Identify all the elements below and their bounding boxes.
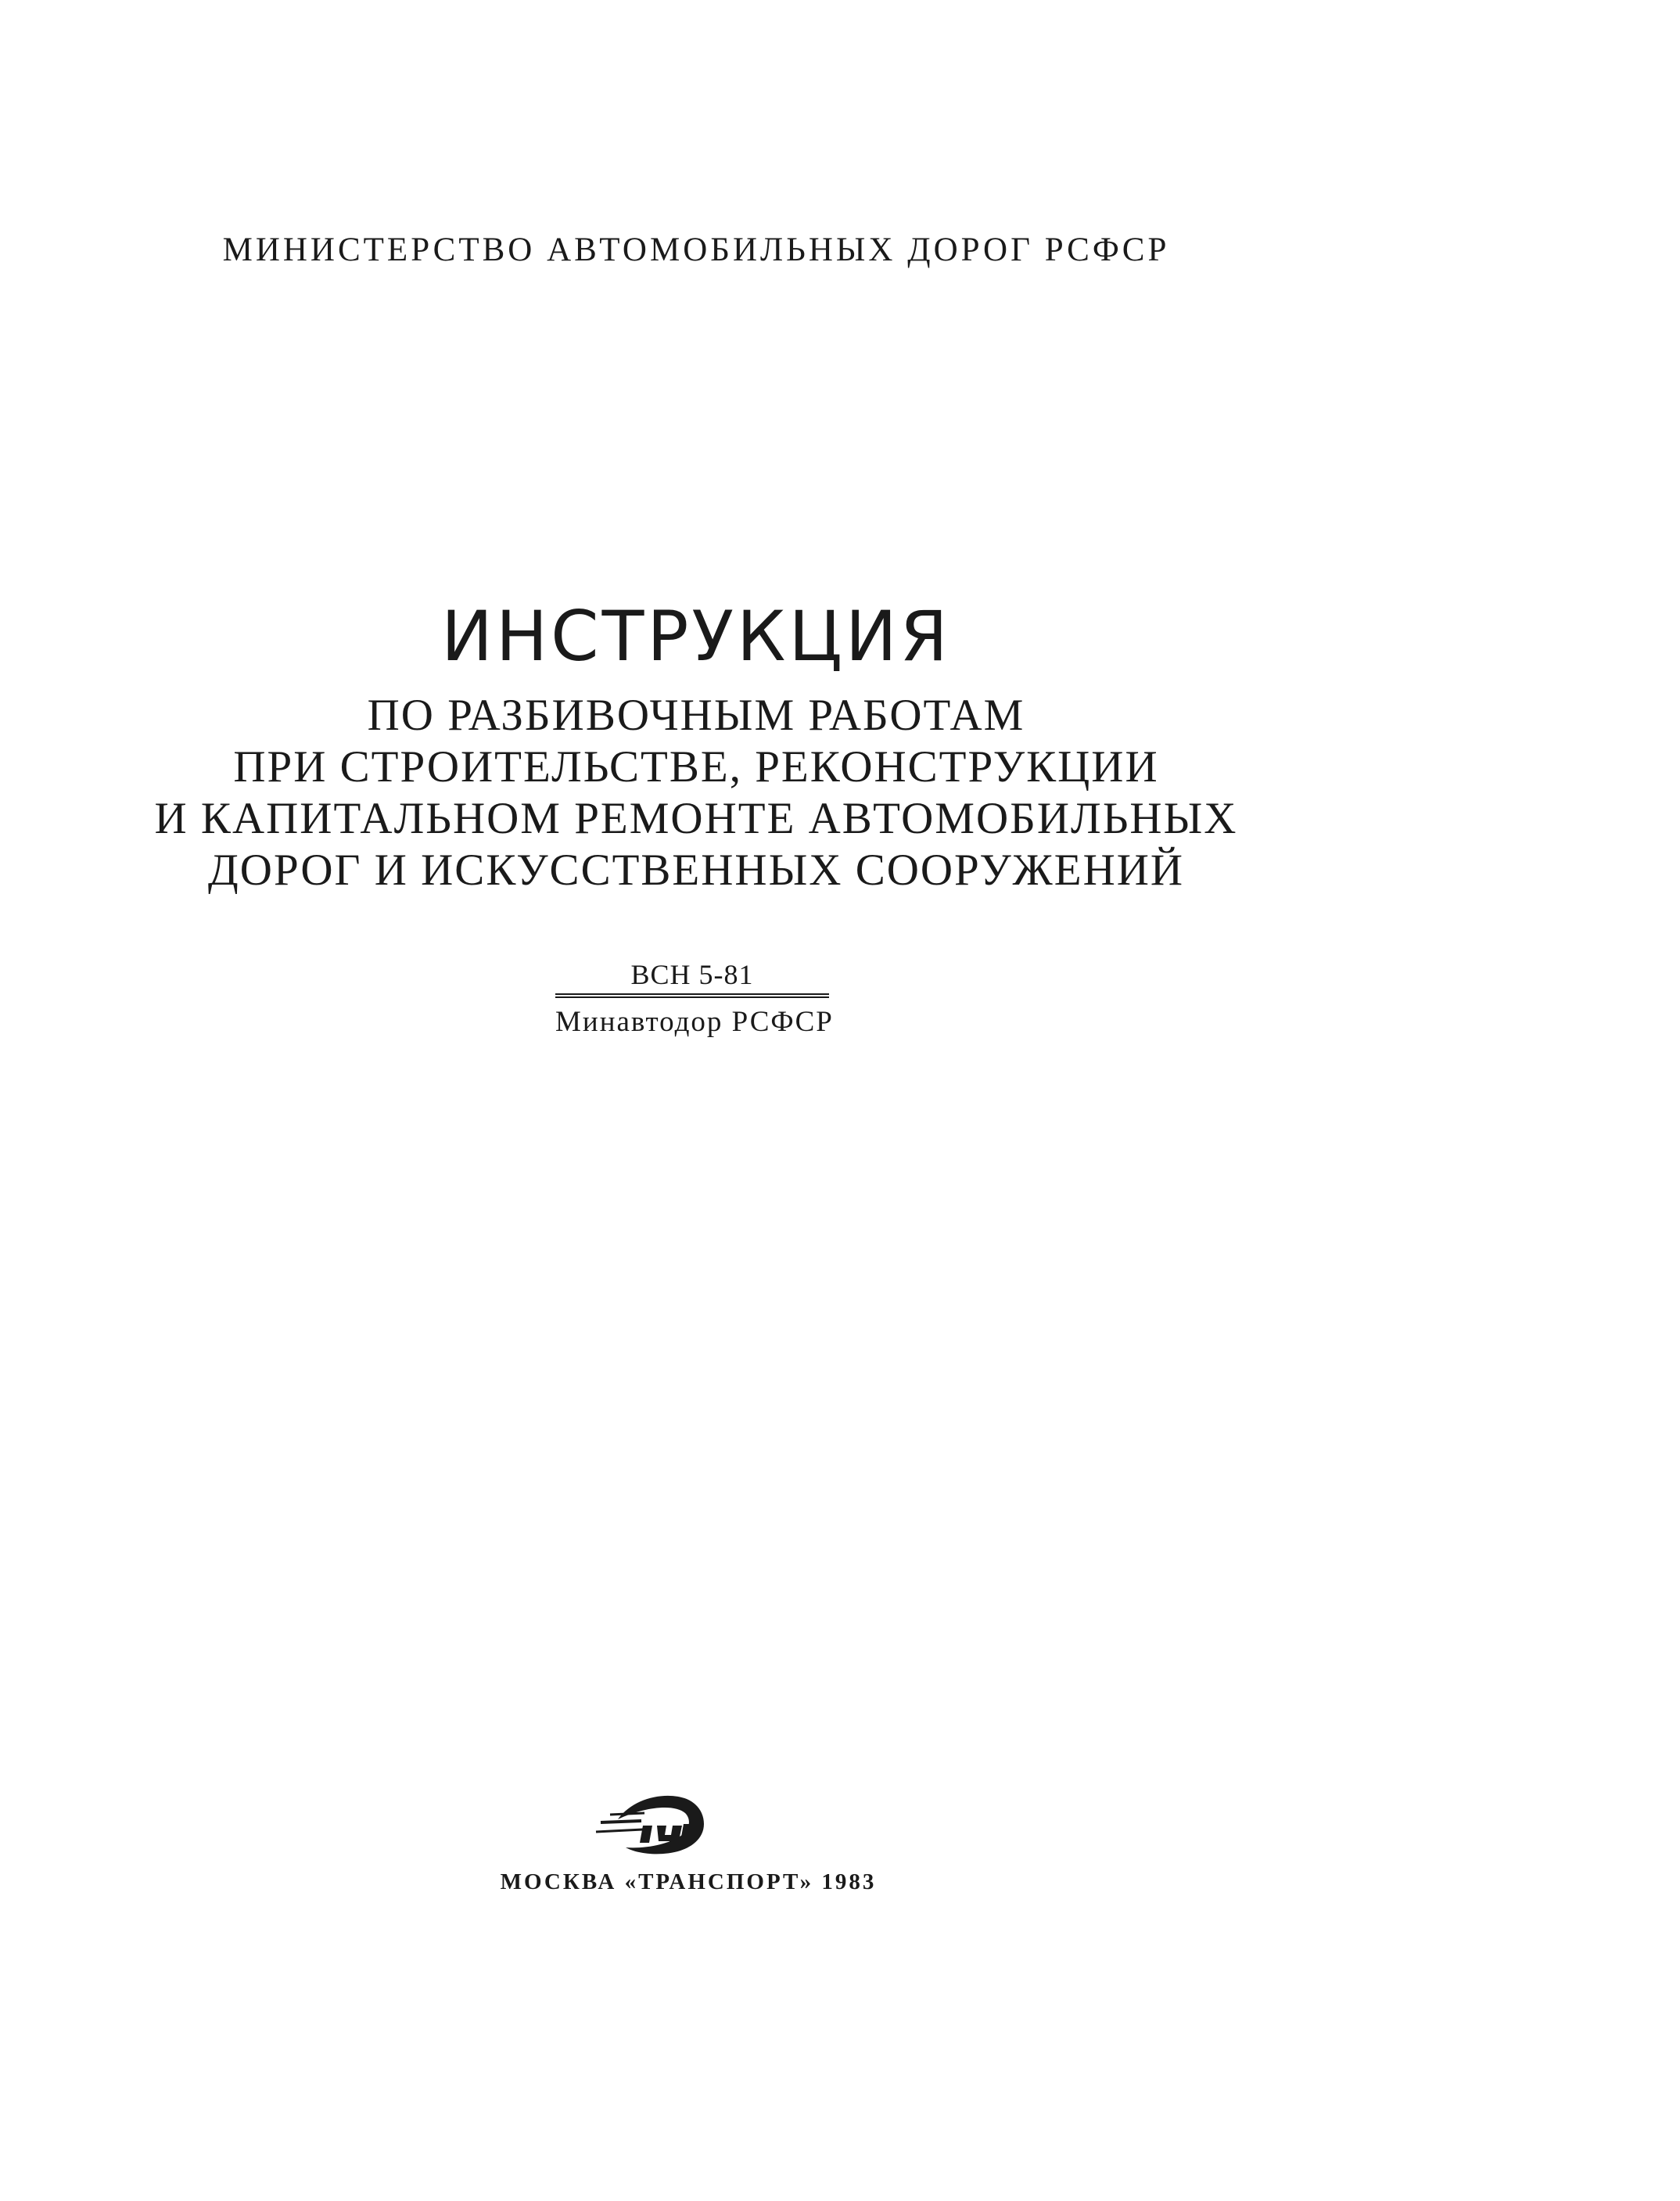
subtitle-line: ПРИ СТРОИТЕЛЬСТВЕ, РЕКОНСТРУКЦИИ — [233, 742, 1159, 792]
document-subtitle — [0, 690, 1392, 896]
designation-block — [555, 959, 834, 1038]
document-title: ИНСТРУКЦИЯ — [441, 596, 951, 677]
publisher-logo-icon — [594, 1786, 712, 1865]
document-code: ВСН 5-81 — [630, 959, 754, 990]
ministry-header: МИНИСТЕРСТВО АВТОМОБИЛЬНЫХ ДОРОГ РСФСР — [222, 232, 1170, 268]
divider-rule — [555, 993, 829, 995]
divider-rule — [555, 996, 829, 998]
publisher-imprint: МОСКВА «ТРАНСПОРТ» 1983 — [500, 1869, 877, 1894]
publisher-logo-icon — [594, 1786, 712, 1865]
subtitle-line: И КАПИТАЛЬНОМ РЕМОНТЕ АВТОМОБИЛЬНЫХ — [154, 794, 1238, 843]
subtitle-line: ДОРОГ И ИСКУССТВЕННЫХ СООРУЖЕНИЙ — [207, 846, 1185, 895]
subtitle-line: ПО РАЗБИВОЧНЫМ РАБОТАМ — [367, 691, 1025, 740]
issuing-authority: Минавтодор РСФСР — [555, 1006, 834, 1038]
